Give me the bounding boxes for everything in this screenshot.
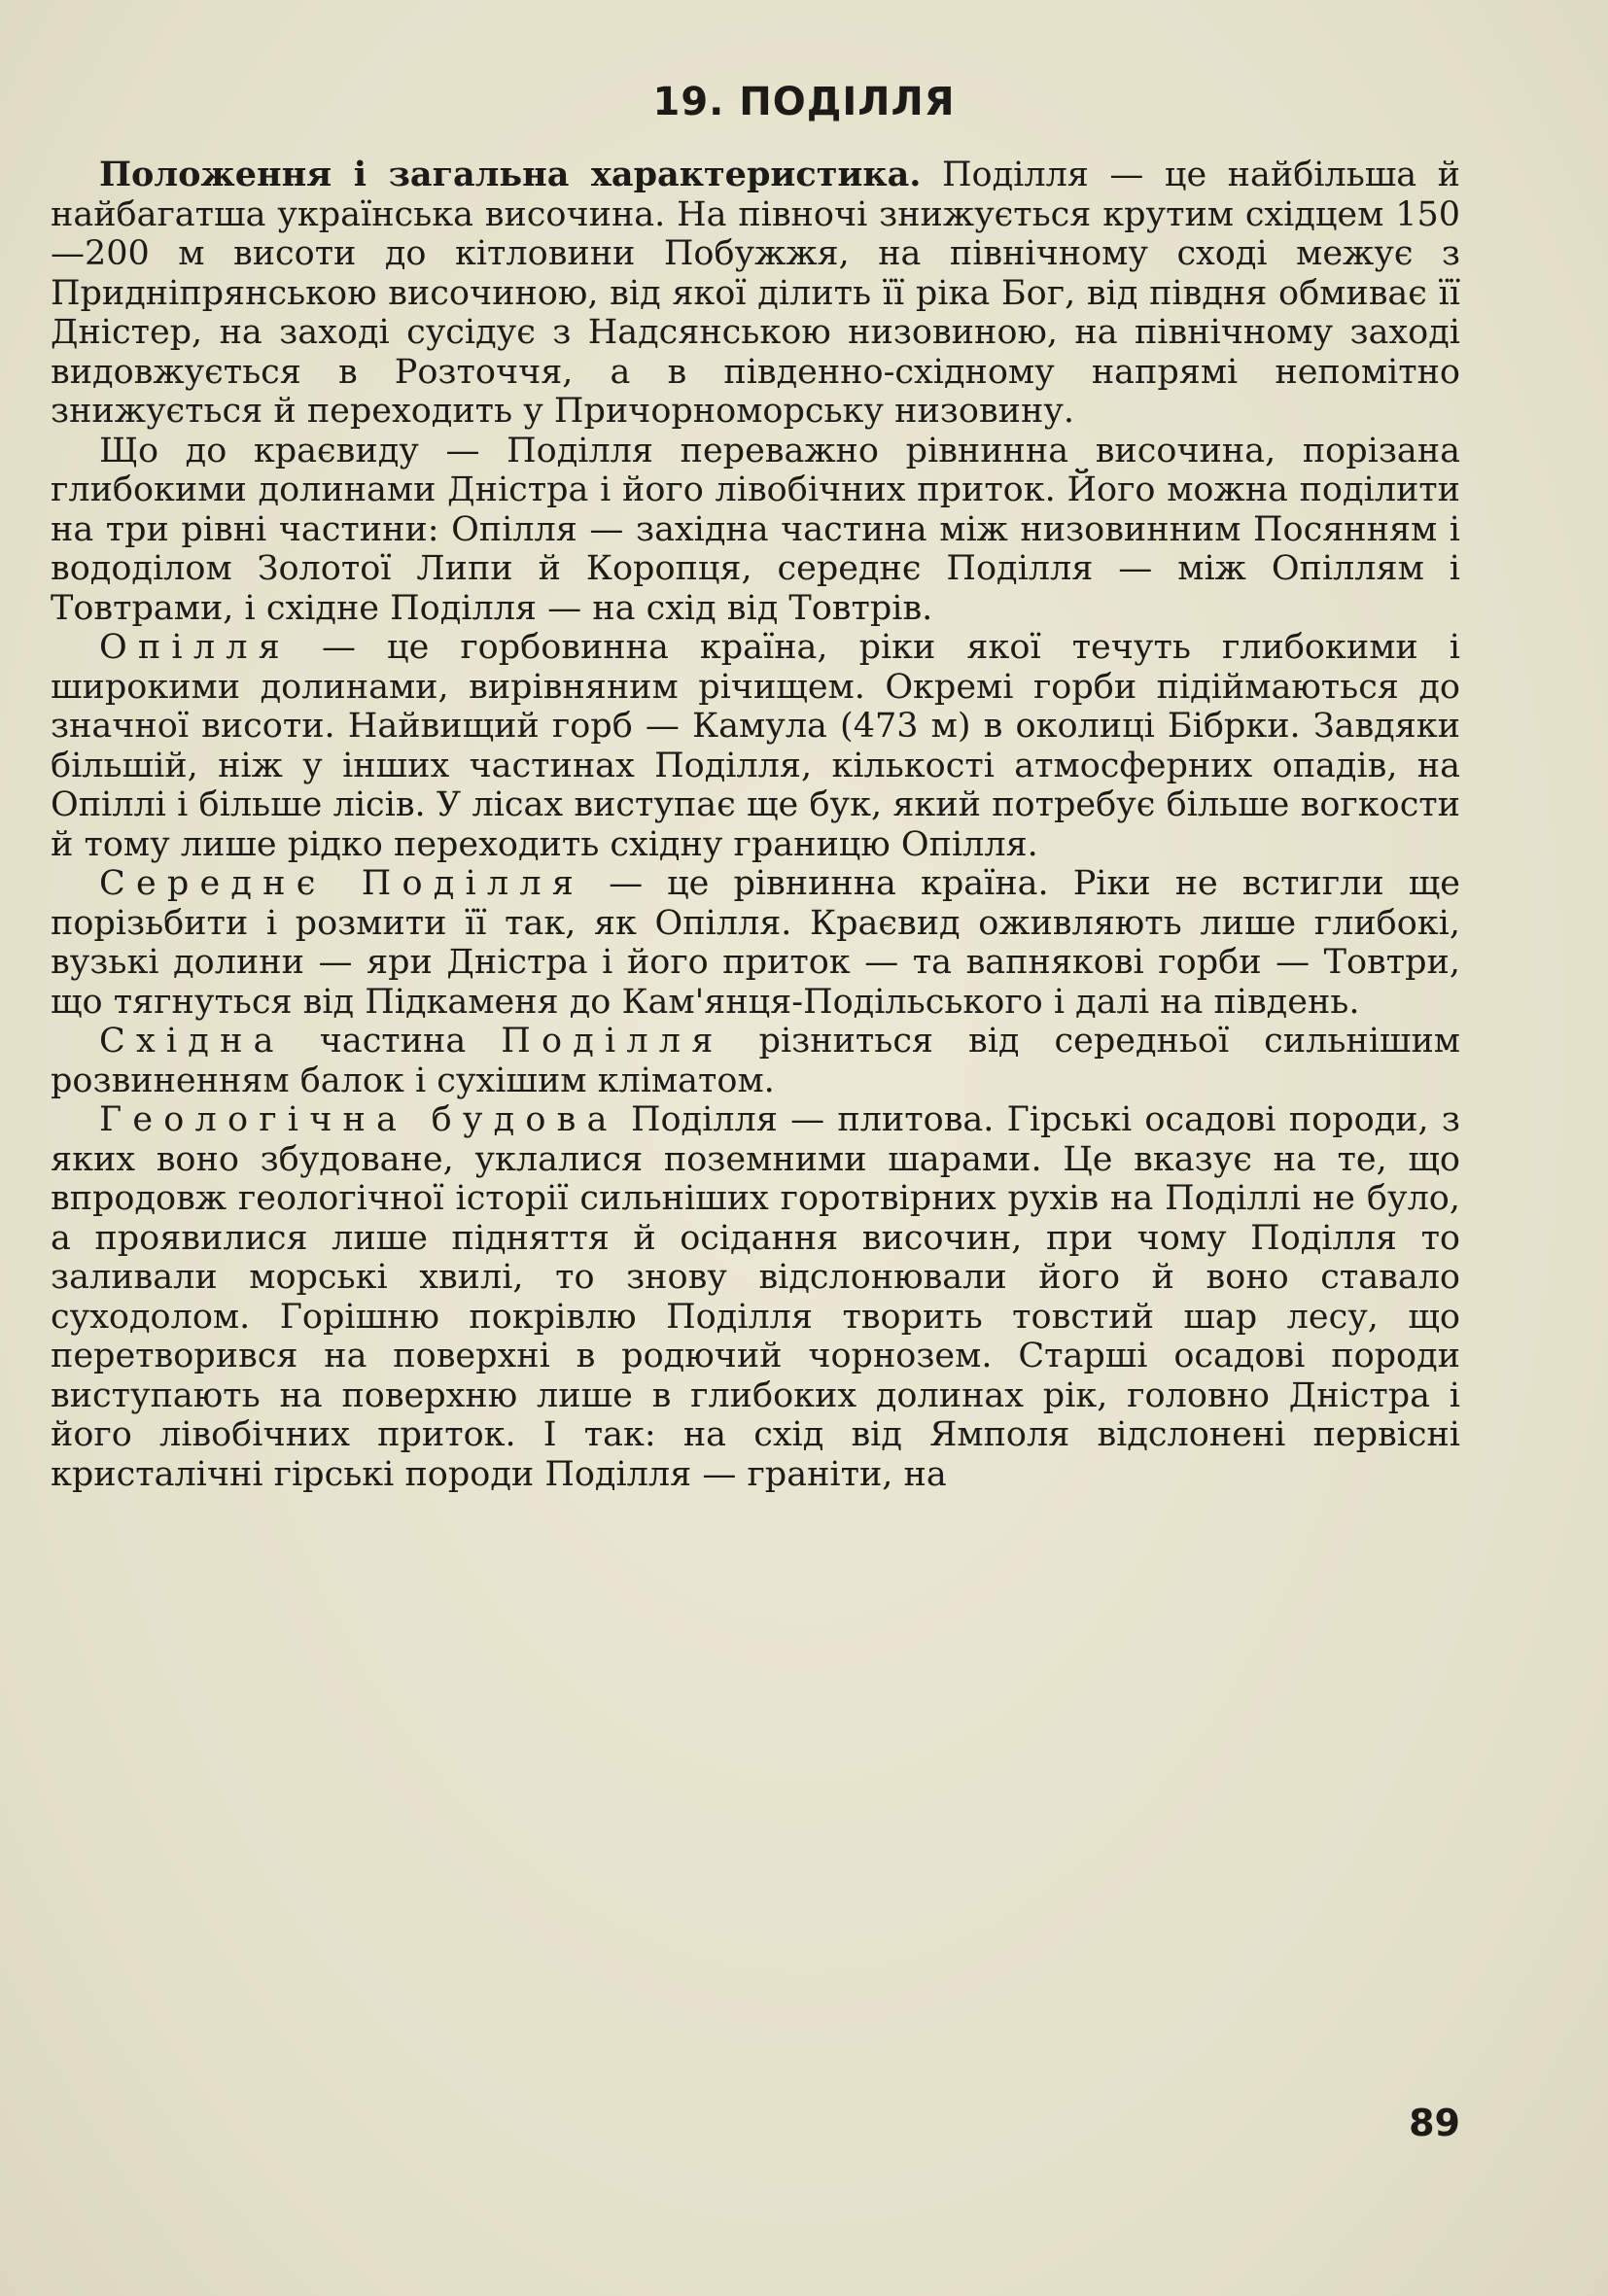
page-body	[51, 156, 1460, 1494]
spaced-term: Поділля	[501, 1022, 724, 1061]
paragraph-landscape	[51, 432, 1460, 629]
paragraph-opillia	[51, 628, 1460, 864]
spaced-term: Геологічна будова	[99, 1100, 618, 1139]
spaced-term: Східна	[99, 1022, 285, 1061]
paragraph-text: різниться від середньої сильнішим розвиненням балок і сухішим кліматом.	[51, 1022, 1461, 1100]
paragraph-middle-podillia	[51, 864, 1460, 1022]
paragraph-position	[51, 156, 1460, 432]
spaced-term: Середнє Поділля	[99, 864, 585, 903]
paragraph-text: Поділля — плитова. Гірські осадові породи, з яких воно збудоване, уклалися поземними шарами. Це вказує на те, що впродовж геологічної історії сильніших горотвірних рухів на Поділлі не було, а проявилися лише підняття й осідання височин, при чому Поділля то заливали морські хвилі, то знову відслонювали його й воно ставало суходолом. Горішню покрівлю Поділля творить товстий шар лесу, що перетворився на поверхні в родючий чорнозем. Старші осадові породи виступають на поверхню лише в глибоких долинах рік, головно Дністра і його лівобічних приток. І так: на схід від Ямполя відслонені первісні кристалічні гірські породи Поділля — граніти, на	[51, 1100, 1460, 1494]
paragraph-text: — це горбовинна країна, ріки якої течуть глибокими і широкими долинами, вирівняним річищем. Окремі горби підіймаються до значної висоти. Найвищий горб — Камула (473 м) в околиці Бібрки. Завдяки більшій, ніж у інших частинах Поділля, кількості атмосферних опадів, на Опіллі і більше лісів. У лісах виступає ще бук, який потребує більше вогкости й тому лише рідко переходить східну границю Опілля.	[51, 628, 1460, 864]
paragraph-text: — це рівнинна країна. Ріки не встигли ще порізьбити і розмити її так, як Опілля. Краєвид оживляють лише глибокі, вузькі долини — яри Дністра і його приток — та вапнякові горби — Товтри, що тягнуться від Підкаменя до Кам'янця-Подільського і далі на південь.	[51, 864, 1461, 1022]
spaced-term: Опілля	[99, 628, 291, 667]
paragraph-lead: Положення і загальна характеристика.	[99, 155, 922, 194]
page-number: 89	[1409, 2102, 1460, 2144]
paragraph-geology	[51, 1100, 1460, 1494]
paragraph-text-inline: частина	[284, 1022, 502, 1061]
paragraph-text: Що до краєвиду — Поділля переважно рівнинна височина, порізана глибокими долинами Дністра і його лівобічних приток. Його можна поділити на три рівні частини: Опілля — західна частина між низовинним Посянням і вододілом Золотої Липи й Коропця, середнє Поділля — між Опіллям і Товтрами, і східне Поділля — на схід від Товтрів.	[51, 431, 1460, 628]
chapter-heading: 19. ПОДІЛЛЯ	[652, 80, 956, 124]
paragraph-text: Поділля — це найбільша й найбагатша українська височина. На півночі знижується крутим східцем 150—200 м висоти до кітловини Побужжя, на північному сході межує з Придніпрянською височиною, від якої ділить її ріка Бог, від півдня обмиває її Дністер, на заході сусідує з Надсянською низовиною, на північному заході видовжується в Розточчя, а в південно-східному напрямі непомітно знижується й переходить у Причорноморську низовину.	[51, 156, 1461, 431]
paragraph-east-podillia	[51, 1022, 1460, 1100]
